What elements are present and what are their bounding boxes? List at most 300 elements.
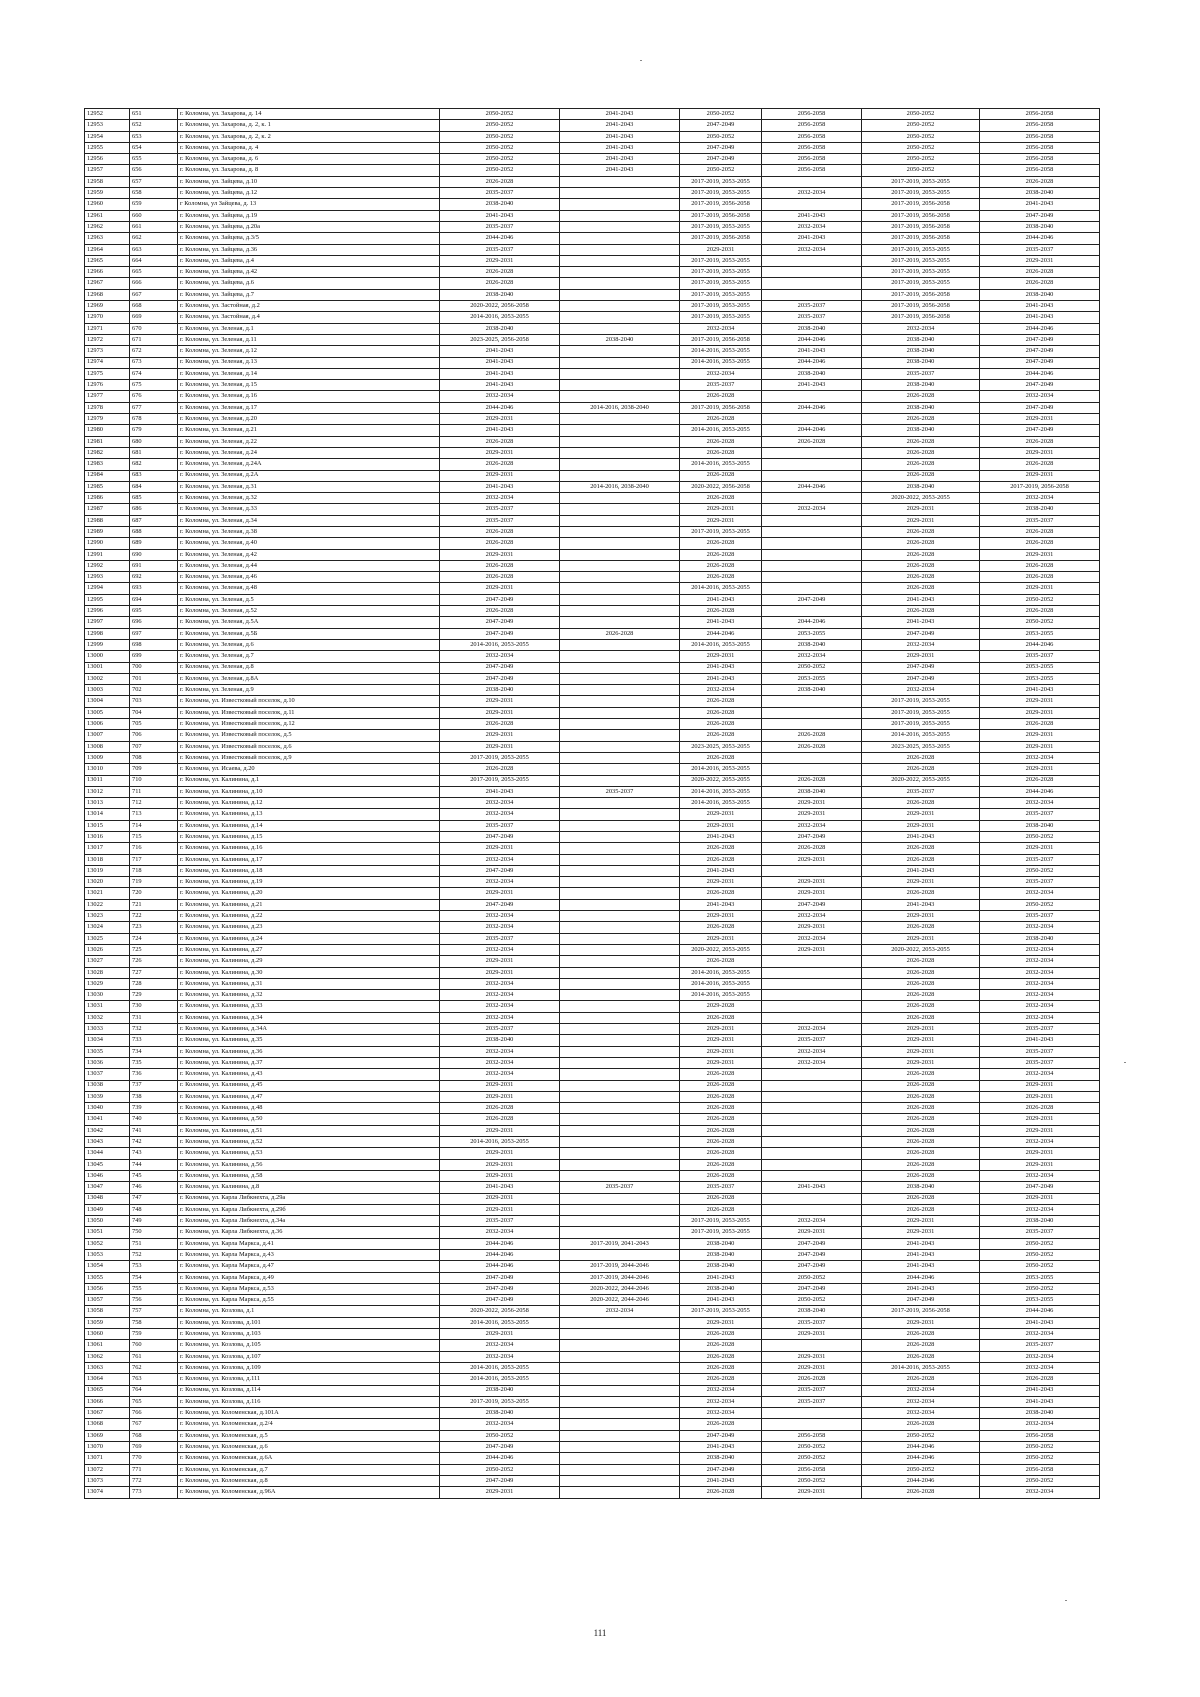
- period-e-cell: 2038-2040: [862, 425, 980, 436]
- period-f-cell: 2032-2034: [980, 1204, 1100, 1215]
- object-number-cell: 656: [130, 165, 178, 176]
- address-cell: г. Коломна, ул. Карла Либкнехта, д.34а: [178, 1216, 440, 1227]
- address-cell: г. Коломна, ул. Козлова, д.109: [178, 1362, 440, 1373]
- scan-speck: [1065, 1600, 1067, 1601]
- row-number-cell: 13024: [85, 922, 130, 933]
- period-f-cell: 2050-2052: [980, 1238, 1100, 1249]
- address-cell: г. Коломна, ул. Калинина, д.19: [178, 877, 440, 888]
- period-c-cell: 2038-2040: [680, 1261, 762, 1272]
- period-d-cell: [762, 1408, 862, 1419]
- period-d-cell: 2029-2031: [762, 1227, 862, 1238]
- row-number-cell: 12987: [85, 504, 130, 515]
- period-d-cell: 2056-2058: [762, 131, 862, 142]
- period-c-cell: 2026-2028: [680, 1193, 762, 1204]
- period-a-cell: 2029-2031: [440, 1170, 560, 1181]
- period-f-cell: 2026-2028: [980, 560, 1100, 571]
- period-f-cell: 2050-2052: [980, 594, 1100, 605]
- period-a-cell: 2041-2043: [440, 368, 560, 379]
- table-row: [85, 639, 1100, 650]
- table-row: [85, 685, 1100, 696]
- period-b-cell: [560, 233, 680, 244]
- period-a-cell: 2050-2052: [440, 131, 560, 142]
- period-e-cell: 2026-2028: [862, 1125, 980, 1136]
- period-b-cell: [560, 244, 680, 255]
- row-number-cell: 12980: [85, 425, 130, 436]
- period-a-cell: 2050-2052: [440, 1464, 560, 1475]
- period-e-cell: 2020-2022, 2053-2055: [862, 493, 980, 504]
- table-row: [85, 1430, 1100, 1441]
- table-row: [85, 267, 1100, 278]
- address-cell: г. Коломна, ул. Захарова, д. 14: [178, 109, 440, 120]
- period-c-cell: 2032-2034: [680, 1396, 762, 1407]
- object-number-cell: 772: [130, 1475, 178, 1486]
- period-b-cell: [560, 1374, 680, 1385]
- period-d-cell: [762, 1114, 862, 1125]
- period-f-cell: 2047-2049: [980, 357, 1100, 368]
- row-number-cell: 12984: [85, 470, 130, 481]
- period-e-cell: 2050-2052: [862, 1464, 980, 1475]
- period-f-cell: 2026-2028: [980, 775, 1100, 786]
- object-number-cell: 743: [130, 1148, 178, 1159]
- period-c-cell: 2050-2052: [680, 131, 762, 142]
- period-e-cell: 2026-2028: [862, 470, 980, 481]
- period-e-cell: 2041-2043: [862, 899, 980, 910]
- row-number-cell: 13069: [85, 1430, 130, 1441]
- period-d-cell: [762, 515, 862, 526]
- period-b-cell: 2017-2019, 2044-2046: [560, 1272, 680, 1283]
- period-c-cell: 2041-2043: [680, 594, 762, 605]
- period-f-cell: 2032-2034: [980, 1069, 1100, 1080]
- table-row: [85, 843, 1100, 854]
- scan-speck: [640, 60, 642, 61]
- object-number-cell: 677: [130, 402, 178, 413]
- table-row: [85, 459, 1100, 470]
- period-f-cell: 2035-2037: [980, 911, 1100, 922]
- period-e-cell: 2029-2031: [862, 1216, 980, 1227]
- table-row: [85, 323, 1100, 334]
- address-cell: г. Коломна, ул. Коломенская, д.101А: [178, 1408, 440, 1419]
- period-b-cell: [560, 832, 680, 843]
- row-number-cell: 12986: [85, 493, 130, 504]
- address-cell: г. Коломна, ул. Калинина, д.23: [178, 922, 440, 933]
- period-d-cell: 2032-2034: [762, 820, 862, 831]
- period-f-cell: 2029-2031: [980, 696, 1100, 707]
- period-a-cell: 2026-2028: [440, 459, 560, 470]
- period-f-cell: 2026-2028: [980, 606, 1100, 617]
- table-row: [85, 696, 1100, 707]
- address-cell: г. Коломна, ул. Калинина, д.18: [178, 865, 440, 876]
- address-cell: г. Коломна, ул. Калинина, д.34: [178, 1012, 440, 1023]
- period-c-cell: 2017-2019, 2053-2055: [680, 255, 762, 266]
- period-e-cell: 2017-2019, 2056-2058: [862, 233, 980, 244]
- period-b-cell: [560, 752, 680, 763]
- address-cell: г. Коломна, ул. Калинина, д.20: [178, 888, 440, 899]
- address-cell: г. Коломна, ул. Калинина, д.10: [178, 786, 440, 797]
- period-e-cell: 2047-2049: [862, 662, 980, 673]
- row-number-cell: 12974: [85, 357, 130, 368]
- period-a-cell: 2050-2052: [440, 154, 560, 165]
- object-number-cell: 734: [130, 1046, 178, 1057]
- table-row: [85, 1238, 1100, 1249]
- row-number-cell: 12964: [85, 244, 130, 255]
- period-d-cell: 2026-2028: [762, 730, 862, 741]
- period-a-cell: 2026-2028: [440, 1114, 560, 1125]
- row-number-cell: 13066: [85, 1396, 130, 1407]
- row-number-cell: 13007: [85, 730, 130, 741]
- row-number-cell: 13071: [85, 1453, 130, 1464]
- period-c-cell: 2032-2034: [680, 368, 762, 379]
- address-cell: г. Коломна, ул. Козлова, д.103: [178, 1329, 440, 1340]
- object-number-cell: 681: [130, 447, 178, 458]
- period-a-cell: 2026-2028: [440, 606, 560, 617]
- table-row: [85, 346, 1100, 357]
- table-row: [85, 470, 1100, 481]
- period-d-cell: 2035-2037: [762, 1385, 862, 1396]
- period-e-cell: 2029-2031: [862, 651, 980, 662]
- period-a-cell: 2029-2031: [440, 1148, 560, 1159]
- row-number-cell: 13052: [85, 1238, 130, 1249]
- period-b-cell: [560, 380, 680, 391]
- period-e-cell: 2044-2046: [862, 1442, 980, 1453]
- table-row: [85, 1001, 1100, 1012]
- period-b-cell: [560, 809, 680, 820]
- period-f-cell: 2047-2049: [980, 346, 1100, 357]
- period-f-cell: 2035-2037: [980, 1340, 1100, 1351]
- address-cell: г. Коломна, ул. Козлова, д.114: [178, 1385, 440, 1396]
- period-f-cell: 2029-2031: [980, 1091, 1100, 1102]
- row-number-cell: 12994: [85, 583, 130, 594]
- period-c-cell: 2029-2031: [680, 877, 762, 888]
- row-number-cell: 13032: [85, 1012, 130, 1023]
- address-cell: г. Коломна, ул. Зайцева, д.42: [178, 267, 440, 278]
- table-row: [85, 1306, 1100, 1317]
- object-number-cell: 692: [130, 572, 178, 583]
- period-d-cell: 2041-2043: [762, 346, 862, 357]
- period-b-cell: 2014-2016, 2038-2040: [560, 402, 680, 413]
- period-f-cell: 2044-2046: [980, 639, 1100, 650]
- period-c-cell: 2029-2031: [680, 504, 762, 515]
- period-e-cell: 2017-2019, 2056-2058: [862, 301, 980, 312]
- period-b-cell: 2020-2022, 2044-2046: [560, 1295, 680, 1306]
- table-row: [85, 1487, 1100, 1498]
- object-number-cell: 721: [130, 899, 178, 910]
- period-c-cell: 2035-2037: [680, 380, 762, 391]
- period-c-cell: 2041-2043: [680, 1475, 762, 1486]
- table-row: [85, 515, 1100, 526]
- period-d-cell: 2029-2031: [762, 1329, 862, 1340]
- period-e-cell: 2029-2031: [862, 504, 980, 515]
- period-c-cell: 2026-2028: [680, 560, 762, 571]
- period-c-cell: 2029-2031: [680, 1317, 762, 1328]
- period-a-cell: 2047-2049: [440, 832, 560, 843]
- period-c-cell: 2017-2019, 2053-2055: [680, 221, 762, 232]
- address-cell: г. Коломна, ул. Калинина, д.52: [178, 1137, 440, 1148]
- period-b-cell: [560, 775, 680, 786]
- table-row: [85, 764, 1100, 775]
- period-f-cell: 2026-2028: [980, 1103, 1100, 1114]
- period-f-cell: 2056-2058: [980, 165, 1100, 176]
- row-number-cell: 12957: [85, 165, 130, 176]
- period-e-cell: 2026-2028: [862, 843, 980, 854]
- period-c-cell: 2026-2028: [680, 493, 762, 504]
- address-cell: г. Коломна, ул. Козлова, д.111: [178, 1374, 440, 1385]
- object-number-cell: 669: [130, 312, 178, 323]
- object-number-cell: 731: [130, 1012, 178, 1023]
- period-f-cell: 2041-2043: [980, 1385, 1100, 1396]
- object-number-cell: 769: [130, 1442, 178, 1453]
- object-number-cell: 660: [130, 210, 178, 221]
- row-number-cell: 13033: [85, 1024, 130, 1035]
- period-b-cell: [560, 1216, 680, 1227]
- row-number-cell: 12981: [85, 436, 130, 447]
- period-d-cell: [762, 1080, 862, 1091]
- period-a-cell: 2035-2037: [440, 933, 560, 944]
- period-a-cell: 2035-2037: [440, 1216, 560, 1227]
- object-number-cell: 651: [130, 109, 178, 120]
- period-d-cell: 2029-2031: [762, 944, 862, 955]
- address-cell: г. Коломна, ул. Калинина, д.34А: [178, 1024, 440, 1035]
- period-e-cell: 2017-2019, 2053-2055: [862, 188, 980, 199]
- table-row: [85, 1419, 1100, 1430]
- table-row: [85, 1408, 1100, 1419]
- period-a-cell: 2041-2043: [440, 380, 560, 391]
- period-c-cell: 2026-2028: [680, 1170, 762, 1181]
- period-b-cell: [560, 301, 680, 312]
- address-cell: г. Коломна, ул. Коломенская, д.5: [178, 1430, 440, 1441]
- period-b-cell: [560, 1114, 680, 1125]
- row-number-cell: 12965: [85, 255, 130, 266]
- period-e-cell: 2029-2031: [862, 1024, 980, 1035]
- table-row: [85, 1170, 1100, 1181]
- period-b-cell: [560, 278, 680, 289]
- period-f-cell: 2032-2034: [980, 1001, 1100, 1012]
- period-c-cell: 2029-2028: [680, 1001, 762, 1012]
- period-f-cell: 2029-2031: [980, 1193, 1100, 1204]
- period-d-cell: 2032-2034: [762, 1024, 862, 1035]
- address-cell: г. Коломна, ул. Зеленая, д.22: [178, 436, 440, 447]
- period-e-cell: 2017-2019, 2056-2058: [862, 221, 980, 232]
- object-number-cell: 739: [130, 1103, 178, 1114]
- period-f-cell: 2047-2049: [980, 380, 1100, 391]
- table-row: [85, 447, 1100, 458]
- period-c-cell: 2014-2016, 2053-2055: [680, 786, 762, 797]
- row-number-cell: 13000: [85, 651, 130, 662]
- period-b-cell: [560, 583, 680, 594]
- period-a-cell: 2032-2034: [440, 990, 560, 1001]
- period-e-cell: 2026-2028: [862, 1351, 980, 1362]
- address-cell: г. Коломна, ул. Калинина, д.37: [178, 1057, 440, 1068]
- period-f-cell: 2026-2028: [980, 1374, 1100, 1385]
- period-d-cell: 2029-2031: [762, 1487, 862, 1498]
- period-e-cell: 2044-2046: [862, 1475, 980, 1486]
- object-number-cell: 725: [130, 944, 178, 955]
- period-c-cell: 2047-2049: [680, 142, 762, 153]
- table-row: [85, 210, 1100, 221]
- object-number-cell: 666: [130, 278, 178, 289]
- row-number-cell: 12954: [85, 131, 130, 142]
- address-cell: г. Коломна, ул. Известковый поселок, д.5: [178, 730, 440, 741]
- period-d-cell: 2041-2043: [762, 210, 862, 221]
- period-e-cell: 2035-2037: [862, 786, 980, 797]
- period-c-cell: 2029-2031: [680, 820, 762, 831]
- table-row: [85, 628, 1100, 639]
- period-d-cell: 2053-2055: [762, 628, 862, 639]
- period-d-cell: 2056-2058: [762, 142, 862, 153]
- period-d-cell: 2029-2031: [762, 1351, 862, 1362]
- object-number-cell: 657: [130, 176, 178, 187]
- table-row: [85, 990, 1100, 1001]
- row-number-cell: 12967: [85, 278, 130, 289]
- period-f-cell: 2050-2052: [980, 1283, 1100, 1294]
- period-b-cell: 2032-2034: [560, 1306, 680, 1317]
- period-c-cell: 2047-2049: [680, 120, 762, 131]
- object-number-cell: 691: [130, 560, 178, 571]
- address-cell: г. Коломна, ул. Застойная, д.2: [178, 301, 440, 312]
- period-d-cell: 2044-2046: [762, 402, 862, 413]
- address-cell: г. Коломна, ул. Калинина, д.30: [178, 967, 440, 978]
- table-row: [85, 1329, 1100, 1340]
- period-e-cell: 2017-2019, 2053-2055: [862, 244, 980, 255]
- object-number-cell: 700: [130, 662, 178, 673]
- period-b-cell: [560, 741, 680, 752]
- period-f-cell: 2035-2037: [980, 515, 1100, 526]
- object-number-cell: 675: [130, 380, 178, 391]
- address-cell: г. Коломна, ул. Калинина, д.48: [178, 1103, 440, 1114]
- object-number-cell: 762: [130, 1362, 178, 1373]
- object-number-cell: 712: [130, 798, 178, 809]
- address-cell: г. Коломна, ул. Калинина, д.32: [178, 990, 440, 1001]
- period-c-cell: 2041-2043: [680, 865, 762, 876]
- address-cell: г. Коломна, ул. Калинина, д.27: [178, 944, 440, 955]
- address-cell: г. Коломна, ул. Калинина, д.45: [178, 1080, 440, 1091]
- period-b-cell: [560, 865, 680, 876]
- object-number-cell: 707: [130, 741, 178, 752]
- period-e-cell: 2026-2028: [862, 764, 980, 775]
- address-cell: г. Коломна, ул. Зайцева, д.10: [178, 176, 440, 187]
- address-cell: г. Коломна, ул. Калинина, д.35: [178, 1035, 440, 1046]
- period-d-cell: [762, 764, 862, 775]
- period-f-cell: 2050-2052: [980, 899, 1100, 910]
- period-a-cell: 2044-2046: [440, 1238, 560, 1249]
- period-b-cell: [560, 176, 680, 187]
- address-cell: г. Коломна, ул. Захарова, д. 6: [178, 154, 440, 165]
- period-f-cell: 2041-2043: [980, 685, 1100, 696]
- table-row: [85, 301, 1100, 312]
- period-a-cell: 2047-2049: [440, 1295, 560, 1306]
- row-number-cell: 13028: [85, 967, 130, 978]
- period-a-cell: 2032-2034: [440, 651, 560, 662]
- period-b-cell: [560, 255, 680, 266]
- table-row: [85, 493, 1100, 504]
- table-row: [85, 380, 1100, 391]
- period-f-cell: 2032-2034: [980, 1351, 1100, 1362]
- period-f-cell: 2035-2037: [980, 244, 1100, 255]
- address-cell: г. Коломна, ул. Зеленая, д.5Б: [178, 628, 440, 639]
- address-cell: г. Коломна, ул. Исаева, д.20: [178, 764, 440, 775]
- period-e-cell: 2050-2052: [862, 165, 980, 176]
- period-e-cell: 2026-2028: [862, 1487, 980, 1498]
- period-d-cell: [762, 1103, 862, 1114]
- row-number-cell: 13054: [85, 1261, 130, 1272]
- row-number-cell: 13026: [85, 944, 130, 955]
- period-c-cell: 2014-2016, 2053-2055: [680, 764, 762, 775]
- period-e-cell: 2017-2019, 2053-2055: [862, 176, 980, 187]
- period-c-cell: 2017-2019, 2053-2055: [680, 1216, 762, 1227]
- period-f-cell: 2038-2040: [980, 188, 1100, 199]
- row-number-cell: 12963: [85, 233, 130, 244]
- period-f-cell: 2029-2031: [980, 1080, 1100, 1091]
- period-f-cell: 2041-2043: [980, 312, 1100, 323]
- period-a-cell: 2047-2049: [440, 865, 560, 876]
- object-number-cell: 704: [130, 707, 178, 718]
- period-b-cell: [560, 1080, 680, 1091]
- object-number-cell: 746: [130, 1182, 178, 1193]
- period-e-cell: 2023-2025, 2053-2055: [862, 741, 980, 752]
- period-e-cell: 2041-2043: [862, 832, 980, 843]
- period-c-cell: 2026-2028: [680, 572, 762, 583]
- row-number-cell: 12997: [85, 617, 130, 628]
- period-e-cell: 2050-2052: [862, 109, 980, 120]
- period-f-cell: 2056-2058: [980, 1464, 1100, 1475]
- period-a-cell: 2047-2049: [440, 1475, 560, 1486]
- table-row: [85, 911, 1100, 922]
- row-number-cell: 12968: [85, 289, 130, 300]
- address-cell: г. Коломна, ул. Зайцева, д.12: [178, 188, 440, 199]
- table-row: [85, 583, 1100, 594]
- row-number-cell: 13038: [85, 1080, 130, 1091]
- period-b-cell: [560, 1317, 680, 1328]
- period-c-cell: 2014-2016, 2053-2055: [680, 346, 762, 357]
- period-a-cell: 2017-2019, 2053-2055: [440, 775, 560, 786]
- period-c-cell: 2041-2043: [680, 617, 762, 628]
- period-b-cell: [560, 1487, 680, 1498]
- period-e-cell: 2038-2040: [862, 346, 980, 357]
- period-c-cell: 2026-2028: [680, 538, 762, 549]
- period-c-cell: 2026-2028: [680, 752, 762, 763]
- period-d-cell: 2056-2058: [762, 1464, 862, 1475]
- period-e-cell: 2044-2046: [862, 1272, 980, 1283]
- period-c-cell: 2026-2028: [680, 696, 762, 707]
- object-number-cell: 765: [130, 1396, 178, 1407]
- table-row: [85, 425, 1100, 436]
- period-a-cell: 2041-2043: [440, 357, 560, 368]
- period-c-cell: 2029-2031: [680, 933, 762, 944]
- period-e-cell: 2026-2028: [862, 990, 980, 1001]
- address-cell: г. Коломна, ул. Карла Маркса, д.49: [178, 1272, 440, 1283]
- period-c-cell: 2026-2028: [680, 1419, 762, 1430]
- row-number-cell: 12979: [85, 414, 130, 425]
- period-c-cell: 2026-2028: [680, 1125, 762, 1136]
- period-f-cell: 2029-2031: [980, 843, 1100, 854]
- period-a-cell: 2035-2037: [440, 1024, 560, 1035]
- row-number-cell: 13064: [85, 1374, 130, 1385]
- period-e-cell: 2041-2043: [862, 617, 980, 628]
- period-f-cell: 2050-2052: [980, 617, 1100, 628]
- row-number-cell: 13053: [85, 1249, 130, 1260]
- period-c-cell: 2017-2019, 2053-2055: [680, 267, 762, 278]
- period-f-cell: 2032-2034: [980, 944, 1100, 955]
- period-a-cell: 2041-2043: [440, 210, 560, 221]
- period-d-cell: 2038-2040: [762, 786, 862, 797]
- object-number-cell: 724: [130, 933, 178, 944]
- period-a-cell: 2041-2043: [440, 786, 560, 797]
- period-b-cell: 2041-2043: [560, 165, 680, 176]
- period-d-cell: [762, 199, 862, 210]
- address-cell: г. Коломна, ул. Калинина, д.53: [178, 1148, 440, 1159]
- object-number-cell: 745: [130, 1170, 178, 1181]
- period-c-cell: 2017-2019, 2053-2055: [680, 278, 762, 289]
- period-f-cell: 2050-2052: [980, 1261, 1100, 1272]
